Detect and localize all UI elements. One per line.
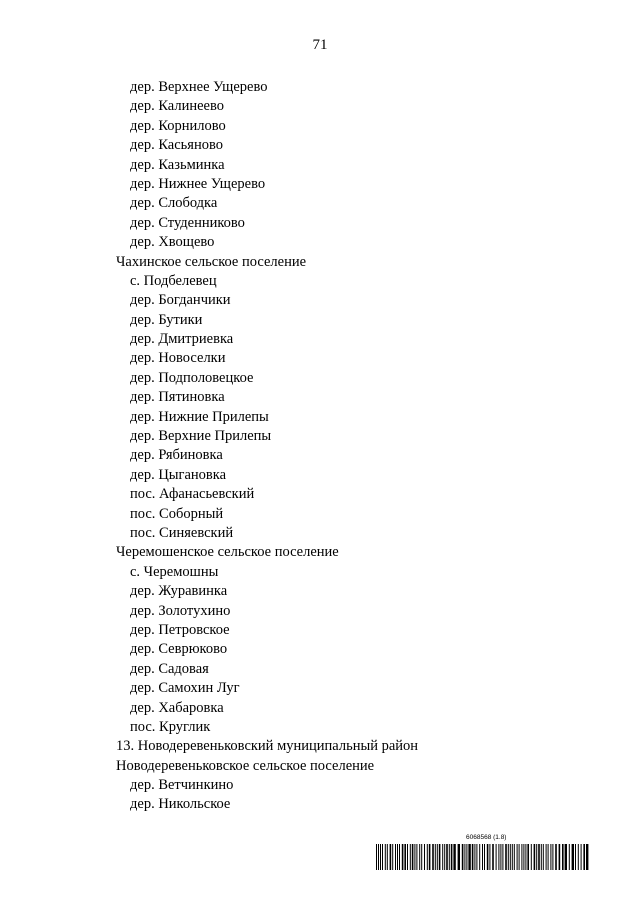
settlement-item: дер. Цыгановка — [130, 466, 227, 483]
barcode-bar — [402, 844, 404, 870]
settlement-item: дер. Пятиновка — [130, 389, 225, 406]
barcode-bar — [559, 844, 561, 870]
settlement-item: дер. Севрюково — [130, 641, 228, 658]
barcode-bar — [500, 844, 501, 870]
settlement-item: дер. Золотухино — [130, 602, 231, 619]
barcode-bar — [446, 844, 448, 870]
barcode-bar — [404, 844, 406, 870]
settlement-item: дер. Журавинка — [130, 583, 228, 600]
barcode-bar — [510, 844, 511, 870]
settlement-item: дер. Касьяново — [130, 137, 223, 154]
barcode-bar — [502, 844, 503, 870]
barcode-bar — [543, 844, 544, 870]
settlement-item: с. Черемошны — [130, 563, 219, 580]
barcode-bar — [514, 844, 515, 870]
barcode-bar — [583, 844, 585, 870]
barcode-bar — [531, 844, 532, 870]
barcode-code: 6068568 (1.8) — [466, 834, 507, 841]
barcode-bar — [498, 844, 499, 870]
barcode-bar — [458, 844, 460, 870]
barcode-bar — [453, 844, 455, 870]
barcode-bar — [424, 844, 425, 870]
section-heading: 13. Новодеревеньковский муниципальный район — [116, 738, 419, 755]
settlement-item: дер. Верхние Прилепы — [130, 428, 272, 445]
settlement-item: дер. Ветчинкино — [130, 777, 234, 794]
settlement-item: дер. Дмитриевка — [130, 331, 234, 348]
page-number: 71 — [312, 37, 328, 53]
barcode-bar — [419, 844, 420, 870]
settlement-item: дер. Рябиновка — [130, 447, 223, 464]
barcode-bar — [489, 844, 490, 870]
settlement-item: пос. Круглик — [130, 718, 211, 735]
settlement-item: дер. Нижнее Ущерево — [130, 175, 266, 192]
settlement-item: дер. Студенниково — [130, 214, 245, 231]
barcode-bar — [550, 844, 551, 870]
barcode-bar — [390, 844, 392, 870]
barcode-bar — [421, 844, 422, 870]
barcode-image — [376, 844, 590, 870]
barcode-bar — [538, 844, 540, 870]
barcode-bar — [586, 844, 588, 870]
barcode-bar — [552, 844, 553, 870]
settlement-item: дер. Подполовецкое — [130, 369, 254, 386]
barcode-block — [376, 834, 590, 870]
barcode-bar — [437, 844, 438, 870]
barcode-bar — [395, 844, 396, 870]
settlement-item: дер. Слободка — [130, 195, 218, 212]
barcode-bar — [569, 844, 570, 870]
barcode-bar — [380, 844, 381, 870]
barcode-bar — [572, 844, 574, 870]
barcode-bar — [536, 844, 537, 870]
settlement-item: дер. Богданчики — [130, 292, 231, 309]
settlement-item: дер. Петровское — [130, 621, 230, 638]
barcode-bar — [527, 844, 529, 870]
barcode-bar — [565, 844, 567, 870]
settlement-item: пос. Синяевский — [130, 524, 234, 541]
barcode-bar — [541, 844, 542, 870]
barcode-bar — [442, 844, 443, 870]
barcode-bar — [548, 844, 549, 870]
barcode-bar — [517, 844, 518, 870]
barcode-bar — [429, 844, 431, 870]
barcode-bar — [464, 844, 465, 870]
settlement-item: дер. Бутики — [130, 311, 203, 328]
barcode-bar — [546, 844, 547, 870]
settlement-item: дер. Верхнее Ущерево — [130, 79, 268, 95]
barcode-bar — [410, 844, 411, 870]
barcode-bar — [534, 844, 536, 870]
barcode-bar — [435, 844, 436, 870]
barcode-bar — [578, 844, 579, 870]
barcode-bar — [451, 844, 453, 870]
settlement-item: дер. Садовая — [130, 660, 209, 677]
barcode-bar — [392, 844, 393, 870]
barcode-bar — [474, 844, 475, 870]
settlement-item: пос. Соборный — [130, 505, 224, 522]
section-heading: Черемошенское сельское поселение — [116, 544, 339, 561]
barcode-bar — [519, 844, 520, 870]
barcode-bar — [496, 844, 497, 870]
barcode-bar — [562, 844, 564, 870]
barcode-bar — [376, 844, 377, 870]
barcode-bar — [484, 844, 485, 870]
barcode-bar — [427, 844, 428, 870]
barcode-bar — [432, 844, 434, 870]
barcode-bar — [523, 844, 524, 870]
barcode-bar — [468, 844, 470, 870]
settlement-item: дер. Хвощево — [130, 234, 215, 251]
section-heading: Чахинское сельское поселение — [116, 253, 307, 270]
barcode-bar — [487, 844, 489, 870]
barcode-bar — [508, 844, 509, 870]
settlement-item: дер. Корнилово — [130, 117, 226, 134]
barcode-bar — [466, 844, 467, 870]
barcode-bar — [407, 844, 408, 870]
barcode-bar — [482, 844, 483, 870]
settlement-item: дер. Новоселки — [130, 350, 226, 367]
barcode-bar — [397, 844, 398, 870]
barcode-bar — [575, 844, 576, 870]
barcode-bar — [581, 844, 582, 870]
barcode-bar — [505, 844, 507, 870]
barcode-bar — [412, 844, 414, 870]
barcode-bar — [521, 844, 522, 870]
barcode-bar — [387, 844, 388, 870]
barcode-bar — [525, 844, 526, 870]
barcode-bar — [462, 844, 464, 870]
settlement-item: дер. Самохин Луг — [130, 680, 240, 697]
settlement-list — [116, 78, 596, 815]
settlement-item: пос. Афанасьевский — [130, 486, 255, 503]
barcode-bar — [385, 844, 386, 870]
barcode-bar — [414, 844, 415, 870]
barcode-bar — [492, 844, 494, 870]
settlement-item: дер. Нижние Прилепы — [130, 408, 269, 425]
barcode-bar — [382, 844, 383, 870]
barcode-bar — [378, 844, 379, 870]
settlement-item: дер. Казьминка — [130, 156, 225, 173]
barcode-bar — [476, 844, 477, 870]
settlement-item: с. Подбелевец — [130, 272, 217, 289]
barcode-bar — [449, 844, 450, 870]
barcode-bar — [479, 844, 480, 870]
settlement-item: дер. Никольское — [130, 796, 231, 813]
barcode-bar — [399, 844, 400, 870]
settlement-item: дер. Хабаровка — [130, 699, 224, 716]
settlement-item: дер. Калинеево — [130, 98, 224, 115]
barcode-bar — [444, 844, 445, 870]
barcode-bar — [555, 844, 557, 870]
section-heading: Новодеревеньковское сельское поселение — [116, 757, 375, 774]
barcode-bar — [512, 844, 513, 870]
barcode-bar — [416, 844, 417, 870]
barcode-bar — [439, 844, 441, 870]
barcode-bar — [472, 844, 474, 870]
